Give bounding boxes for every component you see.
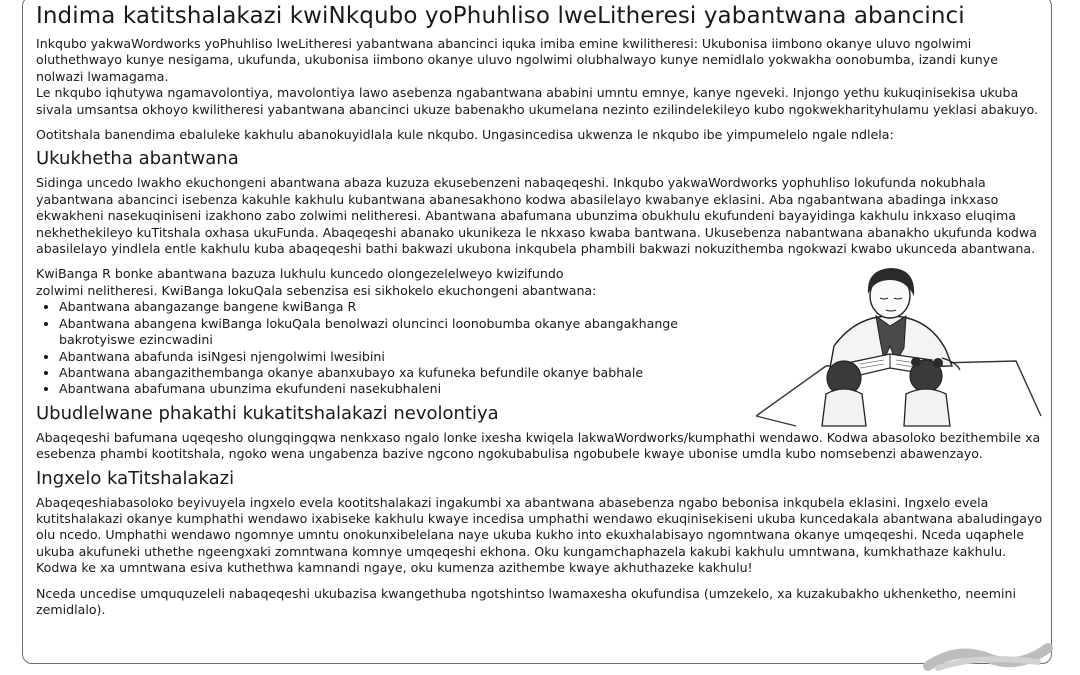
relationship-paragraph: Abaqeqeshi bafumana uqeqesho olungqingqwa nenkxaso ngalo lonke ixesha kwiqela lakwaWordworks/kumphathi wendawo. Kodwa abasoloko bezithembile xa esebenza phambi kootitshala, ngoko wena ungabenza bazive ngcono ngokubabulisa ngobubele kwaye ubonise umdla kubo nomsebenzi abawenzayo. bbox=[36, 429, 1041, 462]
intro-paragraph-3: Ootitshala banendima ebaluleke kakhulu abanokuyidlala kule nkqubo. Ungasincedisa ukwenza le nkqubo ibe yimpumelelo ngale ndlela: bbox=[36, 127, 894, 143]
selecting-children-paragraph: Sidinga uncedo lwakho ekuchongeni abantwana abaza kuzuza ekusebenzeni nabaqeqeshi. Inkqubo yakwaWordworks yophuhliso lokufunda nokubhala yabantwana abancinci isebenza kakuhle kakhulu kubantwana abanesakhono kodwa abasilelayo kwabanye eklasini. Aba ngabantwana abadinga inkxaso ekwakheni nasekuqiniseni izakhono zabo zolwimi nelitheresi. Abantwana abafumana ubunzima obukhulu ekufundeni bayayidinga kakhulu inkxaso eluqima nekhethekileyo kuTitshala oxhasa ukuFunda. Abaqeqeshi abanako ukunikeza le nkxaso kwaba bantwana. Ukusebenza nabantwana abanakho ukufunda kodwa abasilelayo yindlela entle kakhulu kuba abaqeqeshi bathi bakwazi ukubona inkqubela phambili bakwazi nokuzithemba ngokwazi kwabo ukunceda abantwana. bbox=[36, 175, 1037, 257]
list-item: • Abantwana abafumana ubunzima ekufundeni nasekubhaleni bbox=[59, 381, 679, 397]
guide-block bbox=[36, 266, 1046, 397]
grade-r-line-1: KwiBanga R bonke abantwana bazuza lukhulu kuncedo olongezelelweyo kwizifundo bbox=[36, 266, 564, 282]
page-title: Indima katitshalakazi kwiNkqubo yoPhuhliso lweLitheresi yabantwana abancinci bbox=[36, 3, 965, 29]
selection-criteria-list bbox=[36, 299, 679, 397]
list-item: • Abantwana abangena kwiBanga lokuQala benolwazi oluncinci loonobumba okanye abangakhange bakrotyiswe ezincwadini bbox=[59, 316, 679, 349]
document-content bbox=[36, 0, 1046, 618]
section-heading-relationship: Ubudlelwane phakathi kukatitshalakazi nevolontiya bbox=[36, 402, 499, 424]
section-heading-selecting-children: Ukukhetha abantwana bbox=[36, 148, 239, 170]
list-item: • Abantwana abangazithembanga okanye abanxubayo xa kufuneka befundile okanye babhale bbox=[59, 365, 679, 381]
intro-paragraph-1: Inkqubo yakwaWordworks yoPhuhliso lweLitheresi yabantwana abancinci iquka imiba emine kwilitheresi: Ukubonisa iimbono okanye uluvo ngolwimi oluthethwayo kunye nesigama, ukufunda, ukubonisa iimbono okanye uluvo ngolwimi olubhalwayo kunye nemidlalo yokwakha oonobumba, izandi kunye nolwazi lwamagama. bbox=[36, 36, 998, 84]
intro-paragraph-2: Le nkqubo iqhutywa ngamavolontiya, mavolontiya lawo asebenza ngabantwana ababini umntu emnye, kanye ngeveki. Injongo yethu kukuqinisekisa ukuba sivala umsantsa okhoyo kwilitheresi yabantwana abancinci ukuze babenakho ukumelana nezinto ezilindelekileyo kubo ngokwekharityhulamu yeklasi abakuyo. bbox=[36, 85, 1039, 117]
section-heading-teacher-feedback: Ingxelo kaTitshalakazi bbox=[36, 467, 235, 489]
list-item: • Abantwana abafunda isiNgesi njengolwimi lwesibini bbox=[59, 349, 679, 365]
list-item: • Abantwana abangazange bangene kwiBanga R bbox=[59, 299, 679, 315]
grade-r-line-2: zolwimi nelitheresi. KwiBanga lokuQala sebenzisa esi sikhokelo ekuchongeni abantwana: bbox=[36, 282, 597, 298]
decorative-brush-stroke bbox=[918, 638, 1058, 672]
teacher-feedback-paragraph: Abaqeqeshiabasoloko beyivuyela ingxelo evela kootitshalakazi ingakumbi xa abantwana abasebenza ngabo bebonisa inkqubela eklasini. Ingxelo evela kutitshalakazi okanye kumphathi wendawo ixabiseke kakhulu kwaye incedisa umphathi wendawo ekuqinisekiseni ukuba kuncedakala abantwana abaludingayo olu ncedo. Umphathi wendawo ngomnye umntu onokunxibelelana naye ukuba kukho into ekuxhalabisayo ngomntwana okanye umqeqeshi. Nceda uqaphele ukuba akufuneki uthethe ngeengxaki zomntwana komnye umqeqeshi ekhona. Oku kungamchaphazela kakubi kakhulu umntwana, kumkhathaze kakhulu. Kodwa ke xa umntwana esiva kuthethwa kamnandi ngaye, oku kumenza azithembe kwaye akhuthazeke kakhulu! bbox=[36, 494, 1043, 576]
teacher-with-children-illustration bbox=[756, 266, 1046, 432]
coordinator-paragraph: Nceda uncedise umququzeleli nabaqeqeshi ukubazisa kwangethuba ngotshintso lwamaxesha okufundisa (umzekelo, xa kuzakubakho ukhenketho, neemini zemidlalo). bbox=[36, 585, 1017, 617]
